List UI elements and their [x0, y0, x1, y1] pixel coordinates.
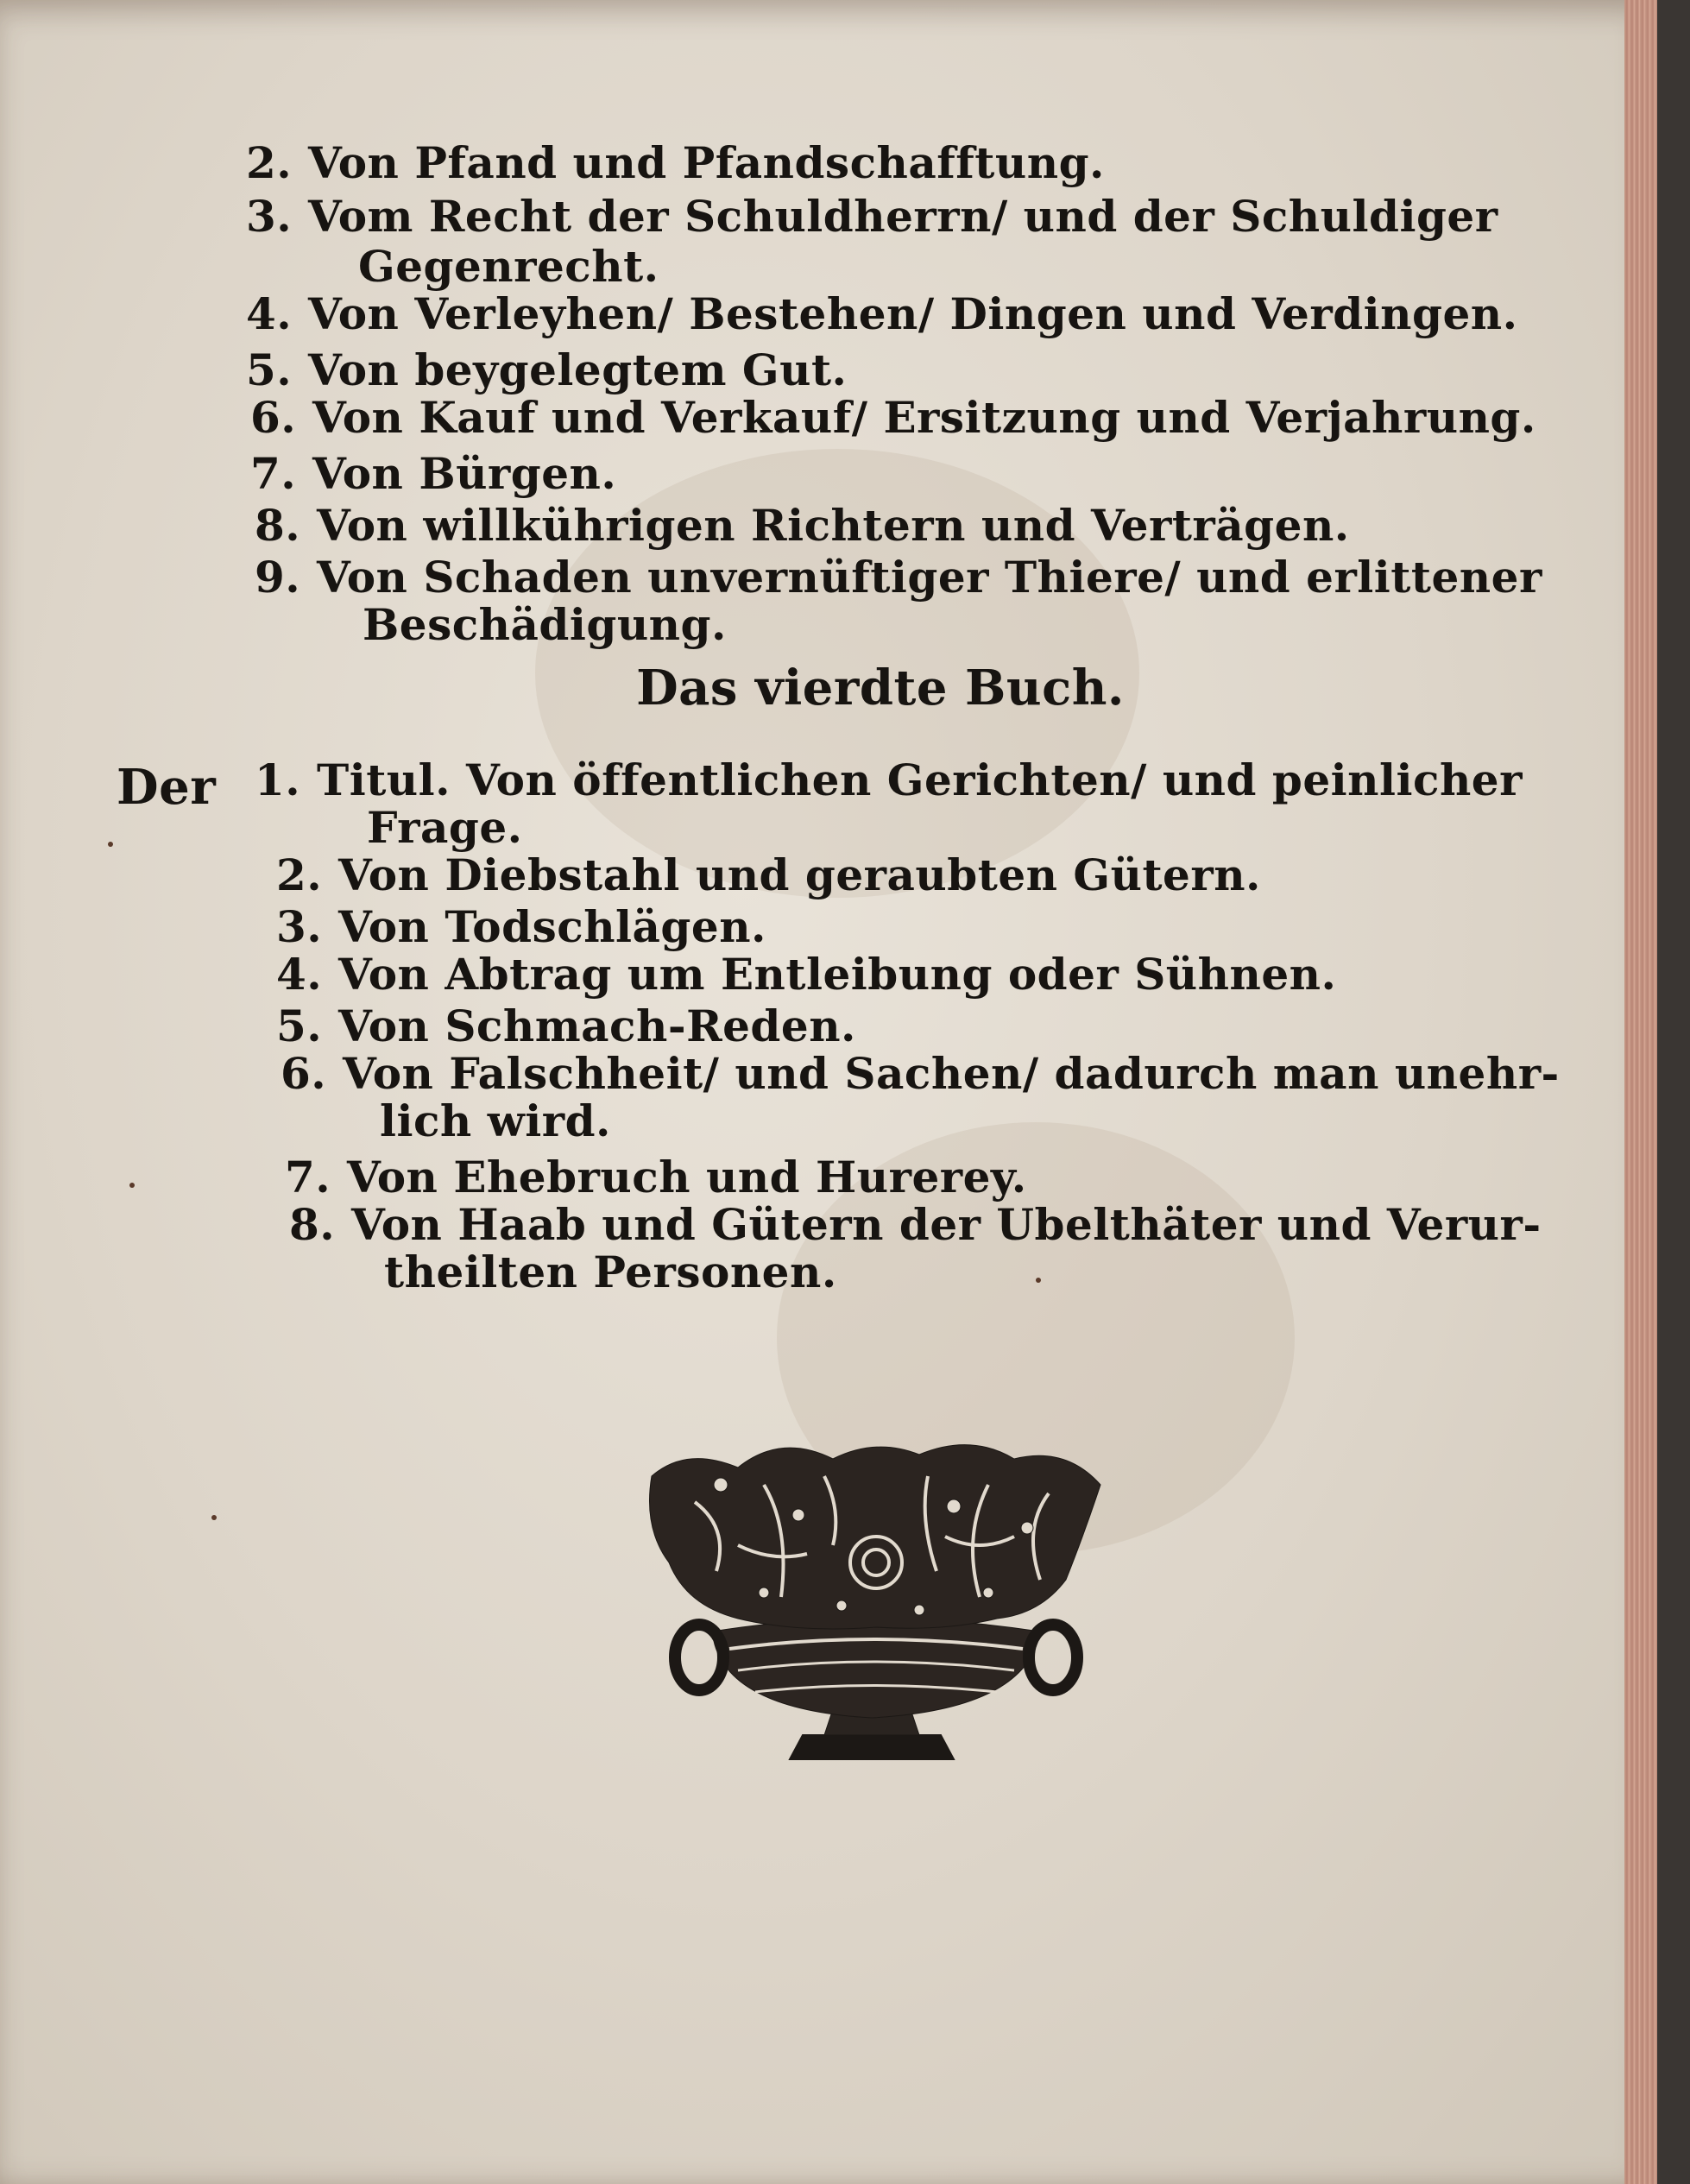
entry-continuation: Frage. — [367, 802, 523, 853]
toc-entry — [255, 755, 1523, 805]
entry-number: 5. — [276, 1000, 323, 1051]
entry-number: 3. — [276, 901, 323, 952]
toc-entry — [285, 1152, 1027, 1202]
book-prefix: Der — [117, 759, 217, 816]
entry-title: Von Todschlägen. — [338, 901, 766, 952]
page-edge — [1624, 0, 1657, 2184]
entry-title: Vom Recht der Schuldherrn/ und der Schuldiger — [308, 191, 1498, 242]
paper-speck — [211, 1515, 217, 1520]
toc-entry — [276, 902, 766, 952]
entry-title: Von Falschheit/ und Sachen/ dadurch man unehr- — [343, 1048, 1560, 1099]
toc-entry — [246, 289, 1518, 339]
entry-title: Von Schmach-Reden. — [338, 1000, 856, 1051]
paper-speck — [129, 1183, 135, 1188]
toc-entry — [255, 552, 1542, 603]
entry-number: 6. — [281, 1048, 327, 1099]
entry-title: Von Bürgen. — [312, 448, 617, 499]
entry-title: Von Abtrag um Entleibung oder Sühnen. — [338, 949, 1337, 1000]
paper-speck — [1036, 1278, 1041, 1283]
entry-title: Von Haab und Gütern der Ubelthäter und Verur- — [351, 1199, 1542, 1250]
entry-title: Titul. Von öffentlichen Gerichten/ und peinlicher — [317, 754, 1523, 805]
entry-title: Von Diebstahl und geraubten Gütern. — [338, 849, 1261, 900]
entry-number: 8. — [255, 500, 301, 551]
entry-continuation: Gegenrecht. — [358, 241, 659, 292]
toc-entry — [289, 1200, 1542, 1250]
entry-number: 2. — [276, 849, 323, 900]
entry-title: Von Pfand und Pfandschafftung. — [308, 137, 1105, 188]
toc-entry — [276, 850, 1261, 900]
book-heading: Das vierdte Buch. — [636, 660, 1125, 716]
entry-title: Von beygelegtem Gut. — [308, 344, 848, 395]
toc-entry — [246, 138, 1105, 188]
entry-title: Von Kauf und Verkauf/ Ersitzung und Verjahrung. — [312, 392, 1536, 443]
toc-entry — [276, 1001, 856, 1051]
entry-title: Von Ehebruch und Hurerey. — [347, 1152, 1027, 1202]
entry-number: 4. — [276, 949, 323, 1000]
toc-entry — [250, 393, 1536, 443]
entry-number: 7. — [250, 448, 297, 499]
paper-speck — [108, 842, 113, 847]
toc-entry — [250, 449, 616, 499]
entry-continuation: theilten Personen. — [384, 1247, 837, 1297]
entry-title: Von willkührigen Richtern und Verträgen. — [317, 500, 1350, 551]
toc-entry — [276, 950, 1336, 1000]
entry-number: 2. — [246, 137, 293, 188]
entry-title: Von Verleyhen/ Bestehen/ Dingen und Verdingen. — [308, 288, 1518, 339]
entry-number: 9. — [255, 552, 301, 603]
toc-entry — [246, 345, 847, 395]
entry-continuation: Beschädigung. — [363, 599, 727, 650]
entry-number: 5. — [246, 344, 293, 395]
entry-number: 8. — [289, 1199, 336, 1250]
entry-number: 7. — [285, 1152, 331, 1202]
entry-number: 3. — [246, 191, 293, 242]
flower-vase-woodcut-icon — [634, 1433, 1109, 1796]
entry-number: 4. — [246, 288, 293, 339]
toc-entry — [255, 501, 1350, 551]
entry-number: 6. — [250, 392, 297, 443]
entry-number: 1. — [255, 754, 301, 805]
toc-entry — [246, 192, 1498, 242]
toc-entry — [281, 1049, 1560, 1099]
entry-continuation: lich wird. — [380, 1095, 611, 1146]
entry-title: Von Schaden unvernüftiger Thiere/ und erlittener — [317, 552, 1542, 603]
